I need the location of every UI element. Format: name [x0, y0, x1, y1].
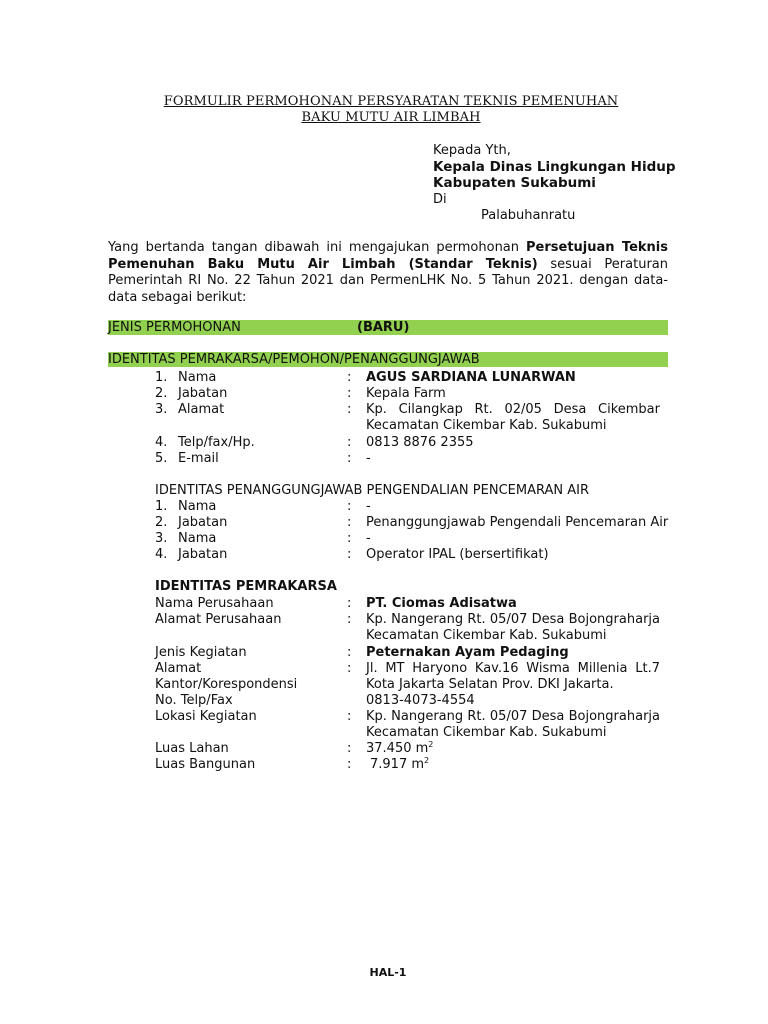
- row-num: 1.: [155, 370, 168, 385]
- row-label: Jenis Kegiatan: [155, 645, 247, 660]
- row-colon: :: [347, 709, 352, 724]
- luas-bangunan-number: 7.917 m: [370, 757, 425, 772]
- intro-text-1: Yang bertanda tangan dibawah ini mengajukan permohonan: [108, 240, 527, 255]
- row-label: Alamat: [155, 661, 202, 676]
- row-colon: :: [347, 612, 352, 627]
- jenis-kegiatan-value: Peternakan Ayam Pedaging: [366, 645, 569, 660]
- row-label: Luas Bangunan: [155, 757, 256, 772]
- lokasi-kegiatan-value: Kp. Nangerang Rt. 05/07 Desa Bojongraharja Kecamatan Cikembar Kab. Sukabumi: [366, 709, 660, 740]
- page-number: HAL-1: [369, 966, 407, 979]
- pemohon-email-value: -: [366, 451, 371, 466]
- row-colon: :: [347, 596, 352, 611]
- row-label: Jabatan: [178, 547, 228, 562]
- row-label: Jabatan: [178, 386, 228, 401]
- row-num: 2.: [155, 515, 168, 530]
- row-label: Nama Perusahaan: [155, 596, 274, 611]
- unit-superscript: 2: [424, 756, 430, 765]
- luas-lahan-value: [366, 741, 433, 757]
- form-title-line2: BAKU MUTU AIR LIMBAH: [301, 110, 481, 125]
- form-title-line1: FORMULIR PERMOHONAN PERSYARATAN TEKNIS PEMENUHAN: [163, 94, 619, 109]
- row-label: Nama: [178, 531, 217, 546]
- telp-value: 0813-4073-4554: [366, 693, 475, 708]
- addressee-di: Di: [433, 192, 447, 207]
- nama-perusahaan-value: PT. Ciomas Adisatwa: [366, 596, 517, 611]
- row-colon: :: [347, 370, 352, 385]
- addressee-line1: Kepala Dinas Lingkungan Hidup: [433, 159, 676, 175]
- identitas-pemohon-band: [108, 352, 668, 367]
- addressee-kepada: Kepada Yth,: [433, 143, 511, 158]
- row-colon: :: [347, 435, 352, 450]
- row-label: Nama: [178, 370, 217, 385]
- luas-lahan-number: 37.450 m: [366, 741, 429, 756]
- row-colon: :: [347, 741, 352, 756]
- row-num: 5.: [155, 451, 168, 466]
- addressee-line2: Kabupaten Sukabumi: [433, 175, 596, 191]
- row-num: 4.: [155, 435, 168, 450]
- row-colon: :: [347, 547, 352, 562]
- row-value: -: [366, 531, 371, 546]
- jenis-permohonan-value: (BARU): [357, 320, 410, 335]
- intro-text-rest: sesuai Peraturan Pemerintah RI No. 22 Tahun 2021 dan PermenLHK No. 5 Tahun 2021. dengan data-data sebagai berikut:: [108, 256, 668, 305]
- row-label: Nama: [178, 499, 217, 514]
- identitas-pemohon-heading: IDENTITAS PEMRAKARSA/PEMOHON/PENANGGUNGJAWAB: [108, 352, 480, 367]
- row-colon: :: [347, 499, 352, 514]
- row-colon: :: [347, 645, 352, 660]
- jenis-permohonan-band: [108, 320, 668, 335]
- pemohon-jabatan-value: Kepala Farm: [366, 386, 446, 401]
- alamat-kantor-value: Jl. MT Haryono Kav.16 Wisma Millenia Lt.7 Kota Jakarta Selatan Prov. DKI Jakarta.: [366, 661, 660, 692]
- pemohon-alamat-value: Kp. Cilangkap Rt. 02/05 Desa Cikembar Kecamatan Cikembar Kab. Sukabumi: [366, 402, 660, 433]
- row-value: Operator IPAL (bersertifikat): [366, 547, 549, 562]
- row-colon: :: [347, 515, 352, 530]
- luas-bangunan-value: [370, 757, 429, 773]
- row-colon: :: [347, 661, 352, 676]
- row-value: -: [366, 499, 371, 514]
- intro-text-bold: Persetujuan Teknis Pemenuhan Baku Mutu Air Limbah (Standar Teknis): [108, 240, 668, 272]
- alamat-perusahaan-value: Kp. Nangerang Rt. 05/07 Desa Bojongraharja Kecamatan Cikembar Kab. Sukabumi: [366, 612, 660, 643]
- row-label: Jabatan: [178, 515, 228, 530]
- unit-superscript: 2: [428, 740, 434, 749]
- row-colon: :: [347, 531, 352, 546]
- row-label: Telp/fax/Hp.: [178, 435, 255, 450]
- intro-paragraph: [108, 240, 668, 306]
- identitas-pengendali-heading: IDENTITAS PENANGGUNGJAWAB PENGENDALIAN PENCEMARAN AIR: [155, 483, 589, 498]
- addressee-city: Palabuhanratu: [481, 208, 576, 223]
- row-colon: :: [347, 386, 352, 401]
- pemohon-telp-value: 0813 8876 2355: [366, 435, 474, 450]
- row-label: Luas Lahan: [155, 741, 229, 756]
- row-num: 2.: [155, 386, 168, 401]
- row-value: Penanggungjawab Pengendali Pencemaran Air: [366, 515, 669, 530]
- row-label: Kantor/Korespondensi: [155, 677, 298, 692]
- row-colon: :: [347, 757, 352, 772]
- row-label: Alamat: [178, 402, 225, 417]
- row-colon: :: [347, 402, 352, 417]
- row-num: 4.: [155, 547, 168, 562]
- identitas-pemrakarsa-heading: IDENTITAS PEMRAKARSA: [155, 579, 337, 594]
- pemohon-nama-value: AGUS SARDIANA LUNARWAN: [366, 370, 576, 385]
- jenis-permohonan-label: JENIS PERMOHONAN: [108, 320, 241, 335]
- row-num: 3.: [155, 402, 168, 417]
- row-label: E-mail: [178, 451, 219, 466]
- row-num: 1.: [155, 499, 168, 514]
- row-colon: :: [347, 451, 352, 466]
- row-label: No. Telp/Fax: [155, 693, 233, 708]
- row-label: Lokasi Kegiatan: [155, 709, 257, 724]
- row-label: Alamat Perusahaan: [155, 612, 282, 627]
- row-num: 3.: [155, 531, 168, 546]
